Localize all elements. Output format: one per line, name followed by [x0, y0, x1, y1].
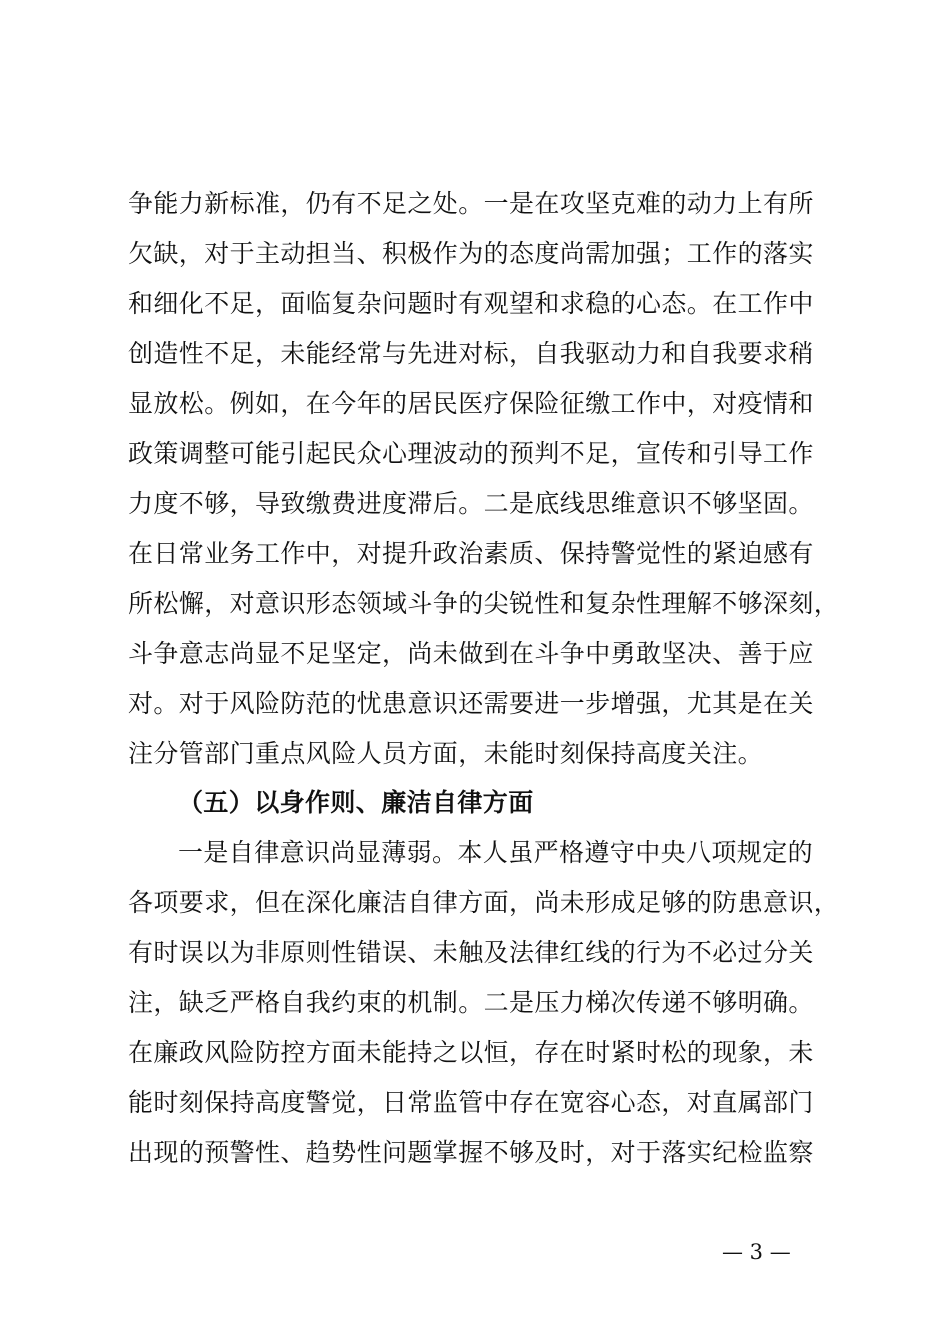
body-text-line: 对。对于风险防范的忧患意识还需要进一步增强，尤其是在关	[128, 689, 814, 718]
body-text-line: 注，缺乏严格自我约束的机制。二是压力梯次传递不够明确。	[128, 988, 814, 1017]
body-text-line: 出现的预警性、趋势性问题掌握不够及时，对于落实纪检监察	[128, 1138, 814, 1167]
body-text-line: 在日常业务工作中，对提升政治素质、保持警觉性的紧迫感有	[128, 539, 814, 568]
body-text-line: 各项要求，但在深化廉洁自律方面，尚未形成足够的防患意识，	[128, 888, 840, 917]
paragraph-first-line: 一是自律意识尚显薄弱。本人虽严格遵守中央八项规定的	[178, 838, 814, 867]
page-number: — 3 —	[722, 1240, 791, 1264]
body-text-line: 显放松。例如，在今年的居民医疗保险征缴工作中，对疫情和	[128, 389, 814, 418]
body-text-line: 和细化不足，面临复杂问题时有观望和求稳的心态。在工作中	[128, 289, 814, 318]
body-text-line: 创造性不足，未能经常与先进对标，自我驱动力和自我要求稍	[128, 339, 814, 368]
body-text-line: 政策调整可能引起民众心理波动的预判不足，宣传和引导工作	[128, 439, 814, 468]
body-text-line: 能时刻保持高度警觉，日常监管中存在宽容心态，对直属部门	[128, 1088, 814, 1117]
body-text-line: 欠缺，对于主动担当、积极作为的态度尚需加强；工作的落实	[128, 239, 814, 268]
body-text-line: 争能力新标准，仍有不足之处。一是在攻坚克难的动力上有所	[128, 189, 814, 218]
body-text-line: 所松懈，对意识形态领域斗争的尖锐性和复杂性理解不够深刻，	[128, 589, 840, 618]
body-text-line: 注分管部门重点风险人员方面，未能时刻保持高度关注。	[128, 739, 764, 768]
section-heading: （五）以身作则、廉洁自律方面	[178, 788, 534, 817]
body-text-line: 有时误以为非原则性错误、未触及法律红线的行为不必过分关	[128, 938, 814, 967]
body-text-line: 斗争意志尚显不足坚定，尚未做到在斗争中勇敢坚决、善于应	[128, 639, 814, 668]
body-text-line: 力度不够，导致缴费进度滞后。二是底线思维意识不够坚固。	[128, 489, 814, 518]
body-text-line: 在廉政风险防控方面未能持之以恒，存在时紧时松的现象，未	[128, 1038, 814, 1067]
